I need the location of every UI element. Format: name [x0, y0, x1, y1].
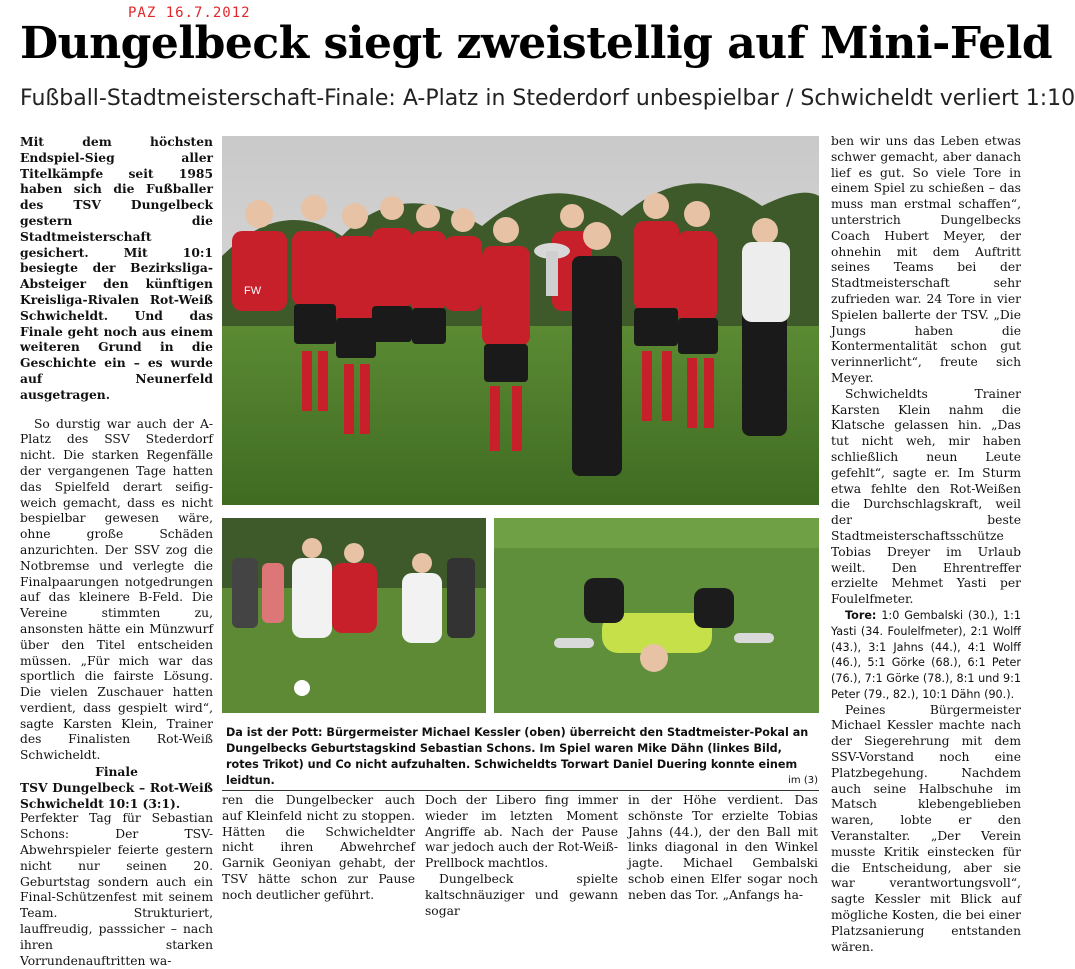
body-paragraph: So durstig war auch der A-Platz des SSV Stederdorf nicht. Die starken Regenfälle der vergangenen Tage hatten das Spielfeld derart seifig-weich gemacht, dass es nicht bespielbar gewesen wäre, ohne große Schäden anzurichten. Der SSV zog die Notbremse und verlegte die Finalpaarungen notgedrungen auf das kleinere B-Feld. Die Vereine stimmten zu, ansonsten hätte ein Münzwurf über den Titel entscheiden müssen. „Für mich war das sportlich die fairste Lösung. Die vielen Zuschauer hatten verdient, dass gespielt wird“, sagte Karsten Klein, Trainer des Finalisten Rot-Weiß Schwicheldt. [20, 416, 213, 763]
headline: Dungelbeck siegt zweistellig auf Mini-Feld [20, 18, 1053, 69]
body-paragraph: Perfekter Tag für Sebastian Schons: Der TSV-Abwehrspieler feierte gestern nicht nur seinen 20. Geburtstag sondern auch ein Final-Schützenfest mit seinem Team. Strukturiert, lauffreudig, passsicher – nach ihren starken Vorrundenauftritten wa- [20, 811, 213, 968]
body-paragraph: Schwicheldts Trainer Karsten Klein nahm die Klatsche gelassen hin. „Das tut nicht weh, mir haben schließlich neun Leute gefehlt“, sagte er. Im Sturm etwa fehlte den Rot-Weißen die Durchschlagskraft, weil der beste Stadtmeisterschaftsschütze Tobias Dreyer im Urlaub weilt. Den Ehrentreffer erzielte Mehmet Yasti per Foulelfmeter. [831, 386, 1021, 607]
article-column-3 [425, 793, 618, 920]
match-result: TSV Dungelbeck – Rot-Weiß Schwicheldt 10:1 (3:1). [20, 779, 213, 811]
photo-credit: im (3) [788, 775, 818, 786]
photo-caption [226, 725, 818, 789]
article-column-4 [628, 793, 818, 920]
goals-label: Tore: [845, 608, 877, 622]
match-action-image [222, 518, 486, 713]
team-celebration-image [222, 136, 819, 505]
article-column-2 [222, 793, 415, 920]
body-paragraph: ren die Dungelbecker auch auf Kleinfeld nicht zu stoppen. Hätten die Schwicheldter nicht ihren Abwehrchef Garnik Geoniyan gehabt, der TSV hätte schon zur Pause noch deutlicher geführt. [222, 793, 415, 902]
body-paragraph: in der Höhe verdient. Das schönste Tor erzielte Tobias Jahns (44.), der den Ball mit links diagonal in den Winkel jagte. Michael Gembalski schob einen Elfer sogar noch neben das Tor. „Anfangs ha- [628, 793, 818, 902]
body-paragraph: Doch der Libero fing immer wieder im letzten Moment Angriffe ab. Nach der Pause war jedoch auch der Rot-Weiß-Prellbock machtlos. [425, 793, 618, 871]
article-column-1 [20, 134, 213, 968]
date-stamp: PAZ 16.7.2012 [128, 5, 251, 21]
photo-match-action [222, 518, 486, 713]
body-paragraph: Dungelbeck spielte kaltschnäuziger und gewann sogar [425, 871, 618, 918]
caption-text: Da ist der Pott: Bürgermeister Michael Kessler (oben) überreicht den Stadtmeister-Pokal an Dungelbecks Geburtstagskind Sebastian Schons. Im Spiel waren Mike Dähn (linkes Bild, rotes Trikot) und Co nicht aufzuhalten. Schwicheldts Torwart Daniel Duering konnte einem leidtun. [226, 726, 809, 787]
goals-text: 1:0 Gembalski (30.), 1:1 Yasti (34. Foulelfmeter), 2:1 Wolff (43.), 3:1 Jahns (44.), 4:1 Wolff (46.), 5:1 Görke (68.), 6:1 Peter (76.), 7:1 Görke (78.), 8:1 und 9:1 Peter (79., 82.), 10:1 Dähn (90.). [831, 608, 1021, 701]
photo-goalkeeper [494, 518, 819, 713]
goals-list [831, 608, 1021, 703]
goalkeeper-image [494, 518, 819, 713]
lead-paragraph: Mit dem höchsten Endspiel-Sieg aller Titelkämpfe seit 1985 haben sich die Fußballer des TSV Dungelbeck gestern die Stadtmeisterschaft gesichert. Mit 10:1 besiegte der Bezirksliga-Absteiger den künftigen Kreisliga-Rivalen Rot-Weiß Schwicheldt. Und das Finale geht noch aus einem weiteren Grund in die Geschichte ein – es wurde auf Neunerfeld ausgetragen. [20, 134, 213, 402]
body-paragraph: ben wir uns das Leben etwas schwer gemacht, aber danach lief es gut. So viele Tore in einem Spiel zu schießen – das muss man erstmal schaffen“, unterstrich Dungelbecks Coach Hubert Meyer, der ohnehin mit dem Auftritt seines Teams bei der Stadtmeisterschaft sehr zufrieden war. 24 Tore in vier Spielen ballerte der TSV. „Die Jungs haben die Kontermentalität schon gut verinnerlicht“, freute sich Meyer. [831, 134, 1021, 385]
section-heading-finale: Finale [95, 764, 138, 780]
subheadline: Fußball-Stadtmeisterschaft-Finale: A-Platz in Stederdorf unbespielbar / Schwicheldt verliert 1:10 [20, 86, 1075, 111]
article-column-5 [831, 134, 1021, 954]
main-photo-trophy [222, 136, 819, 505]
body-paragraph: Peines Bürgermeister Michael Kessler machte nach der Siegerehrung mit dem SSV-Vorstand noch eine Platzbegehung. Nachdem auch seine Halbschuhe im Matsch klebengeblieben waren, lobte er den Veranstalter. „Der Verein musste Kritik einstecken für die Entscheidung, aber sie war verantwortungsvoll“, sagte Kessler mit Blick auf mögliche Kosten, die bei einer Platzsanierung entstanden wären. [831, 702, 1021, 954]
shirt-initials: FW [244, 285, 262, 297]
caption-divider [222, 790, 819, 791]
